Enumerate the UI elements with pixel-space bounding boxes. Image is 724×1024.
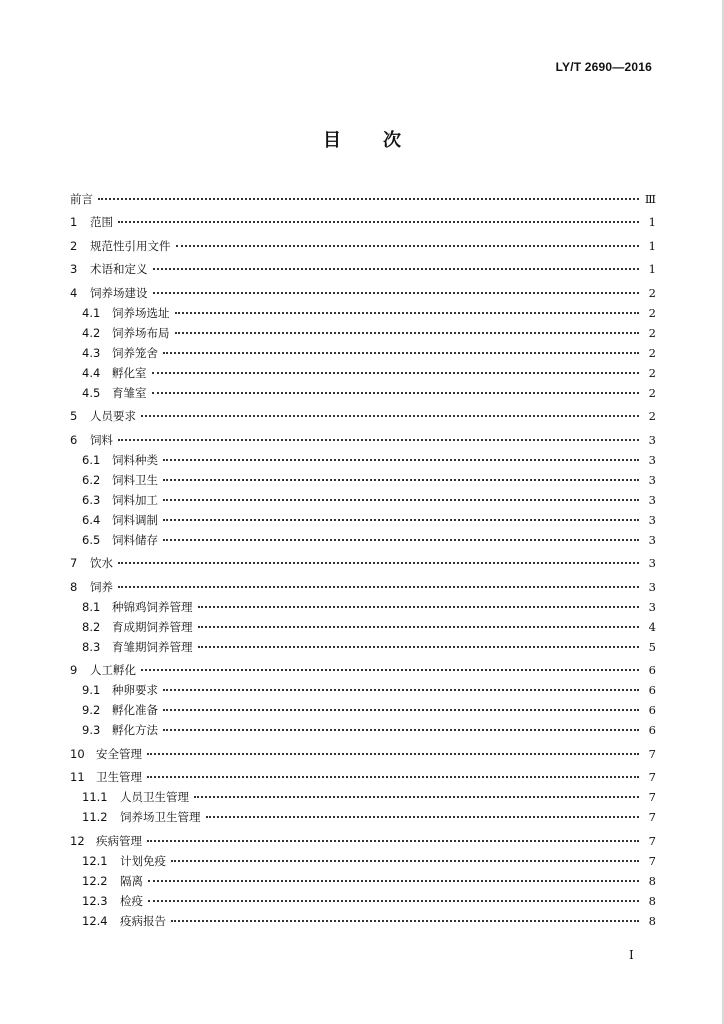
toc-entry-number: 9.3 [82,723,101,737]
toc-entry-page: 3 [648,579,656,594]
toc-entry-title: 孵化准备 [112,703,158,717]
toc-entry-number: 11 [70,770,85,784]
toc-entry[interactable] [70,770,656,790]
toc-entry[interactable] [70,580,656,600]
toc-entry[interactable] [70,262,656,282]
toc-entry-title: 饲料调制 [112,512,158,527]
page-title [0,126,724,152]
toc-entry[interactable] [70,453,656,473]
toc-entry-page: 7 [648,833,656,848]
toc-entry-page: 6 [648,663,656,677]
toc-entry-title: 饮水 [90,556,113,570]
dot-leader [175,304,640,314]
toc-entry-number: 2 [70,238,78,253]
dot-leader [163,511,639,521]
toc-entry[interactable] [70,790,656,810]
toc-entry[interactable] [70,640,656,660]
toc-entry[interactable] [70,914,656,934]
dot-leader [163,701,639,711]
toc-entry-page: 2 [648,285,656,300]
toc-entry-number: 11.2 [82,810,108,824]
dot-leader [147,768,639,778]
toc-entry-page: 1 [648,262,656,276]
toc-entry-page: 3 [648,452,656,467]
toc-entry[interactable] [70,306,656,326]
toc-entry-page: 1 [648,215,656,229]
toc-entry-number: 3 [70,262,78,276]
toc-entry-page: 8 [648,913,656,928]
toc-entry-page: 2 [648,325,656,340]
toc-entry-number: 6.5 [82,532,101,547]
toc-entry-page: 7 [648,853,656,868]
toc-entry-title: 饲养场布局 [112,325,170,340]
toc-entry-title: 种锦鸡饲养管理 [112,599,193,614]
toc-entry-title: 范围 [90,215,113,229]
toc-entry-number: 11.1 [82,790,108,804]
toc-entry-number: 6.3 [82,492,101,507]
toc-entry[interactable] [70,620,656,640]
toc-entry-number: 8.2 [82,619,101,634]
toc-entry-page: 5 [648,639,656,654]
toc-entry-number: 6 [70,432,78,447]
dot-leader [198,618,640,628]
dot-leader [153,260,640,270]
toc-entry[interactable] [70,286,656,306]
toc-entry[interactable] [70,810,656,830]
dot-leader [118,554,639,564]
toc-entry[interactable] [70,215,656,235]
toc-entry-title: 育雏室 [112,385,147,400]
toc-entry-page: 1 [648,238,656,253]
toc-entry-title: 饲料卫生 [112,472,158,487]
toc-entry-number: 6.4 [82,512,101,527]
toc-entry-page: 3 [648,492,656,507]
toc-entry[interactable] [70,533,656,553]
toc-entry-page: 2 [648,305,656,320]
toc-entry[interactable] [70,894,656,914]
dot-leader [194,788,639,798]
toc-entry-number: 4 [70,285,78,300]
toc-entry[interactable] [70,513,656,533]
toc-entry-number: 12.4 [82,913,108,928]
dot-leader [141,661,639,671]
toc-entry-number: 5 [70,409,78,423]
toc-entry[interactable] [70,556,656,576]
toc-entry[interactable] [70,326,656,346]
toc-entry-title: 术语和定义 [90,262,148,276]
dot-leader [198,598,640,608]
toc-entry-title: 隔离 [120,873,143,888]
toc-entry[interactable] [70,663,656,683]
toc-entry-number: 4.4 [82,365,101,380]
toc-entry[interactable] [70,493,656,513]
toc-entry[interactable] [70,239,656,259]
toc-entry-number: 12.2 [82,873,108,888]
toc-entry-page: 3 [648,532,656,547]
toc-entry-title: 孵化室 [112,365,147,380]
toc-entry[interactable] [70,409,656,429]
toc-entry[interactable] [70,874,656,894]
toc-entry-page: 3 [648,512,656,527]
dot-leader [171,852,639,862]
toc-entry-number: 6.2 [82,472,101,487]
toc-entry[interactable] [70,854,656,874]
toc-entry-number: 8 [70,579,78,594]
dot-leader [171,912,639,922]
toc-entry-number: 4.5 [82,385,101,400]
toc-entry[interactable] [70,723,656,743]
page-number: I [629,948,634,962]
toc-entry-title: 检疫 [120,893,143,908]
toc-entry-title: 饲料种类 [112,452,158,467]
toc-entry[interactable] [70,386,656,406]
dot-leader [152,364,640,374]
dot-leader [148,872,639,882]
toc-entry-number: 10 [70,746,85,761]
toc-entry[interactable] [70,683,656,703]
toc-entry[interactable] [70,703,656,723]
toc-entry-title: 计划免疫 [120,853,166,868]
dot-leader [141,407,639,417]
toc-entry-number: 4.1 [82,305,101,320]
toc-entry[interactable] [70,834,656,854]
toc-entry-page: 3 [648,432,656,447]
toc-entry-title: 饲养笼舍 [112,345,158,360]
toc-entry[interactable] [70,366,656,386]
toc-entry-page: 7 [648,770,656,784]
toc-entry-title: 孵化方法 [112,723,158,737]
toc-entry-page: 3 [648,556,656,570]
toc-entry-number: 9.2 [82,703,101,717]
toc-entry-number: 8.3 [82,639,101,654]
toc-entry-title: 种卵要求 [112,683,158,697]
toc-entry-title: 疫病报告 [120,913,166,928]
toc-entry-number: 12.3 [82,893,108,908]
toc-entry-number: 4.2 [82,325,101,340]
toc-entry-page: 7 [648,810,656,824]
dot-leader [98,190,639,200]
toc-entry-title: 疾病管理 [96,833,142,848]
toc-entry-title: 育雏期饲养管理 [112,639,193,654]
toc-entry-page: 4 [648,619,656,634]
dot-leader [163,451,639,461]
toc-entry-title: 人员卫生管理 [120,790,189,804]
toc-entry-title: 前言 [70,191,93,206]
toc-entry[interactable] [70,346,656,366]
toc-entry-title: 饲养场选址 [112,305,170,320]
toc-entry-page: 2 [648,365,656,380]
toc-entry-title: 饲养场建设 [90,285,148,300]
dot-leader [163,531,639,541]
toc-entry[interactable] [70,600,656,620]
toc-entry-page: 6 [648,723,656,737]
toc-entry-page: 8 [648,873,656,888]
dot-leader [176,237,640,247]
dot-leader [118,213,639,223]
dot-leader [175,324,640,334]
dot-leader [118,578,639,588]
dot-leader [153,284,640,294]
toc-entry-title: 饲料 [90,432,113,447]
toc-entry-page: 8 [648,893,656,908]
dot-leader [198,638,640,648]
toc-entry-title: 人员要求 [90,409,136,423]
table-of-contents [70,188,656,934]
toc-entry-title: 规范性引用文件 [90,238,171,253]
toc-entry-page: Ⅲ [644,191,656,206]
toc-entry-title: 育成期饲养管理 [112,619,193,634]
toc-entry-page: 7 [648,746,656,761]
toc-entry-title: 人工孵化 [90,663,136,677]
toc-entry-number: 6.1 [82,452,101,467]
title-char: 次 [383,130,401,151]
toc-entry-number: 12.1 [82,853,108,868]
dot-leader [147,832,639,842]
dot-leader [147,745,639,755]
toc-entry-page: 7 [648,790,656,804]
toc-entry-title: 饲养场卫生管理 [120,810,201,824]
standard-code: LY/T 2690—2016 [555,60,652,74]
toc-entry-title: 卫生管理 [96,770,142,784]
dot-leader [148,892,639,902]
dot-leader [163,721,639,731]
dot-leader [152,384,640,394]
toc-entry[interactable] [70,473,656,493]
toc-entry-title: 饲料储存 [112,532,158,547]
toc-entry-number: 4.3 [82,345,101,360]
toc-entry-page: 6 [648,683,656,697]
toc-entry-number: 9 [70,663,78,677]
toc-entry-number: 12 [70,833,85,848]
toc-entry-page: 2 [648,345,656,360]
toc-entry[interactable] [70,433,656,453]
toc-entry-page: 2 [648,409,656,423]
toc-entry[interactable] [70,747,656,767]
toc-entry-number: 9.1 [82,683,101,697]
toc-entry-number: 1 [70,215,78,229]
dot-leader [163,471,639,481]
toc-entry-page: 2 [648,385,656,400]
toc-entry-title: 安全管理 [96,746,142,761]
dot-leader [163,681,639,691]
toc-entry-page: 3 [648,599,656,614]
toc-entry-page: 3 [648,472,656,487]
toc-entry-title: 饲料加工 [112,492,158,507]
toc-entry-page: 6 [648,703,656,717]
dot-leader [163,491,639,501]
toc-entry-title: 饲养 [90,579,113,594]
dot-leader [118,431,639,441]
toc-entry-number: 7 [70,556,78,570]
dot-leader [163,344,639,354]
title-char: 目 [323,130,341,151]
toc-entry[interactable] [70,192,656,212]
dot-leader [206,808,640,818]
toc-entry-number: 8.1 [82,599,101,614]
